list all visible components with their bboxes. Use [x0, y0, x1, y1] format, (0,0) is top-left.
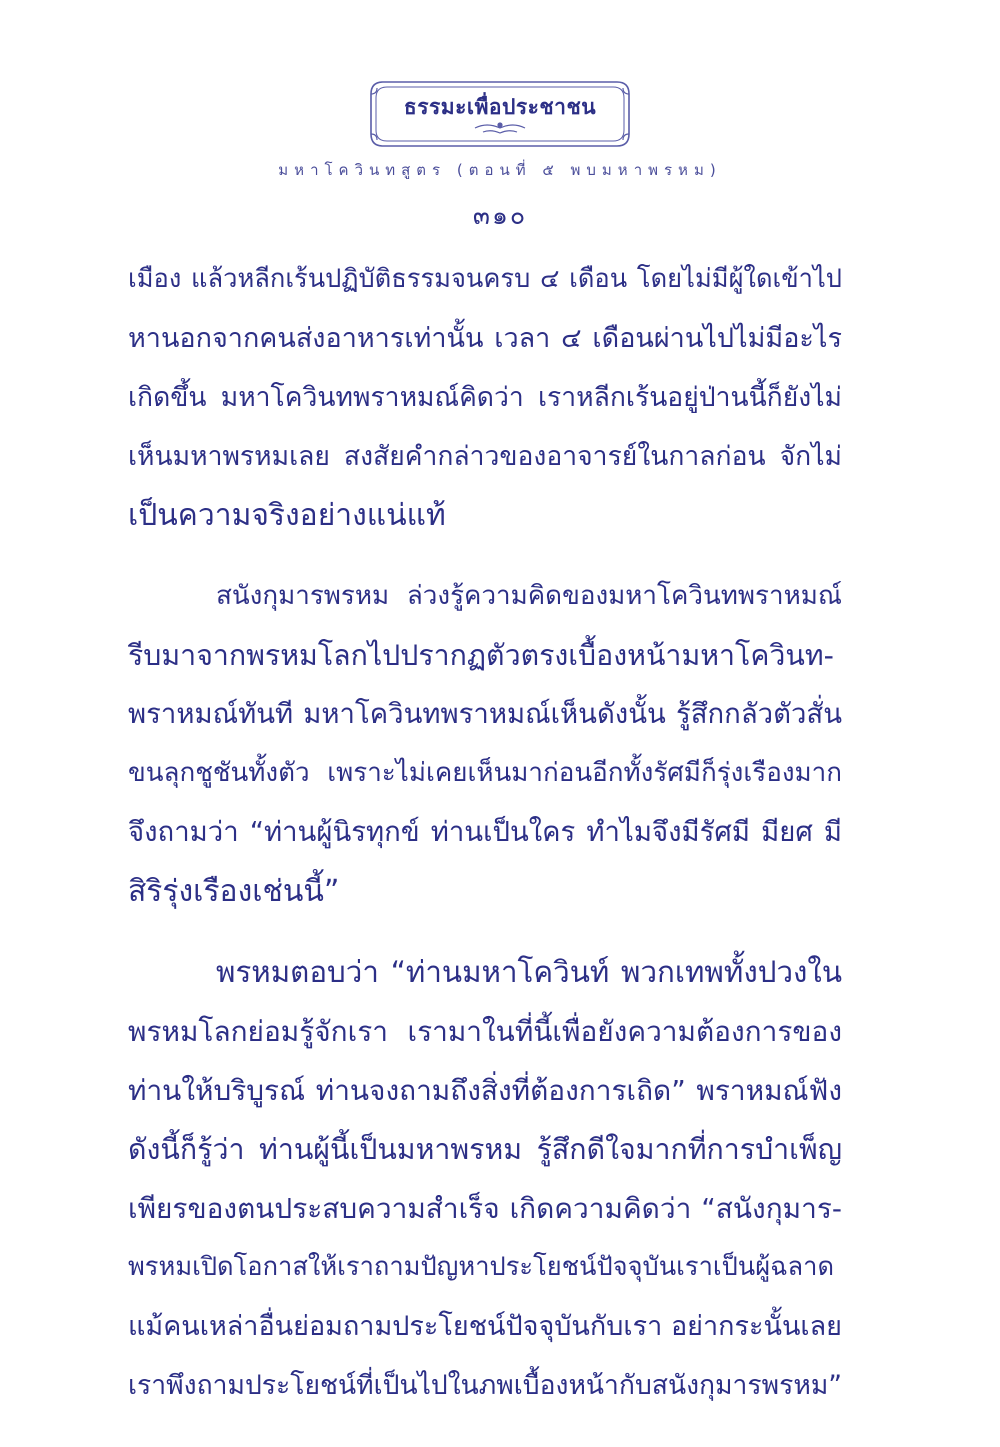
logo-text: ธรรมะเพื่อประชาชน [403, 95, 597, 119]
text-line: พรหมเปิดโอกาสให้เราถามปัญหาประโยชน์ปัจจุบันเราเป็นผู้ฉลาด [128, 1252, 835, 1282]
text-line: เห็นมหาพรหมเลย สงสัยคำกล่าวของอาจารย์ในกาลก่อน จักไม่ [128, 441, 842, 472]
text-line: เราพึงถามประโยชน์ที่เป็นไปในภพเบื้องหน้ากับสนังกุมารพรหม” [128, 1370, 842, 1401]
text-line: เกิดขึ้น มหาโควินทพราหมณ์คิดว่า เราหลีกเร้นอยู่ป่านนี้ก็ยังไม่ [128, 382, 842, 413]
text-line: สนังกุมารพรหม ล่วงรู้ความคิดของมหาโควินทพราหมณ์ [216, 581, 842, 611]
text-line: หานอกจากคนส่งอาหารเท่านั้น เวลา ๔ เดือนผ่านไปไม่มีอะไร [128, 323, 842, 354]
body-text [128, 250, 842, 1415]
text-line: พรหมโลกย่อมรู้จักเรา เรามาในที่นี้เพื่อยังความต้องการของ [128, 1015, 842, 1048]
text-line: ดังนี้ก็รู้ว่า ท่านผู้นี้เป็นมหาพรหม รู้สึกดีใจมากที่การบำเพ็ญ [128, 1133, 842, 1166]
paragraph-2 [128, 567, 842, 921]
text-line: สิริรุ่งเรืองเช่นนี้” [128, 874, 340, 909]
text-line: จึงถามว่า “ท่านผู้นิรทุกข์ ท่านเป็นใคร ทำไมจึงมีรัศมี มียศ มี [128, 816, 842, 848]
text-line: พราหมณ์ทันที มหาโควินทพราหมณ์เห็นดังนั้น รู้สึกกลัวตัวสั่น [128, 698, 842, 730]
ornament-icon [475, 123, 525, 133]
paragraph-gap [128, 545, 842, 567]
page-number: ๓๑๐ [472, 201, 528, 230]
paragraph-3 [128, 943, 842, 1415]
paragraph-gap [128, 921, 842, 943]
text-line: เพียรของตนประสบความสำเร็จ เกิดความคิดว่า “สนังกุมาร- [128, 1192, 842, 1225]
paragraph-1 [128, 250, 842, 545]
running-title: มหาโควินทสูตร (ตอนที่ ๕ พบมหาพรหม) [278, 161, 722, 179]
text-line: ขนลุกชูชันทั้งตัว เพราะไม่เคยเห็นมาก่อนอีกทั้งรัศมีก็รุ่งเรืองมาก [128, 758, 842, 788]
text-line: เป็นความจริงอย่างแน่แท้ [128, 498, 446, 533]
text-line: พรหมตอบว่า “ท่านมหาโควินท์ พวกเทพทั้งปวงใน [216, 955, 842, 989]
text-line: แม้คนเหล่าอื่นย่อมถามประโยชน์ปัจจุบันกับเรา อย่ากระนั้นเลย [128, 1311, 842, 1342]
text-line: เมือง แล้วหลีกเร้นปฏิบัติธรรมจนครบ ๔ เดือน โดยไม่มีผู้ใดเข้าไป [128, 264, 842, 294]
header-logo [369, 80, 631, 148]
text-line: รีบมาจากพรหมโลกไปปรากฏตัวตรงเบื้องหน้ามหาโควินท- [128, 639, 834, 672]
text-line: ท่านให้บริบูรณ์ ท่านจงถามถึงสิ่งที่ต้องการเถิด” พราหมณ์ฟัง [128, 1074, 842, 1107]
